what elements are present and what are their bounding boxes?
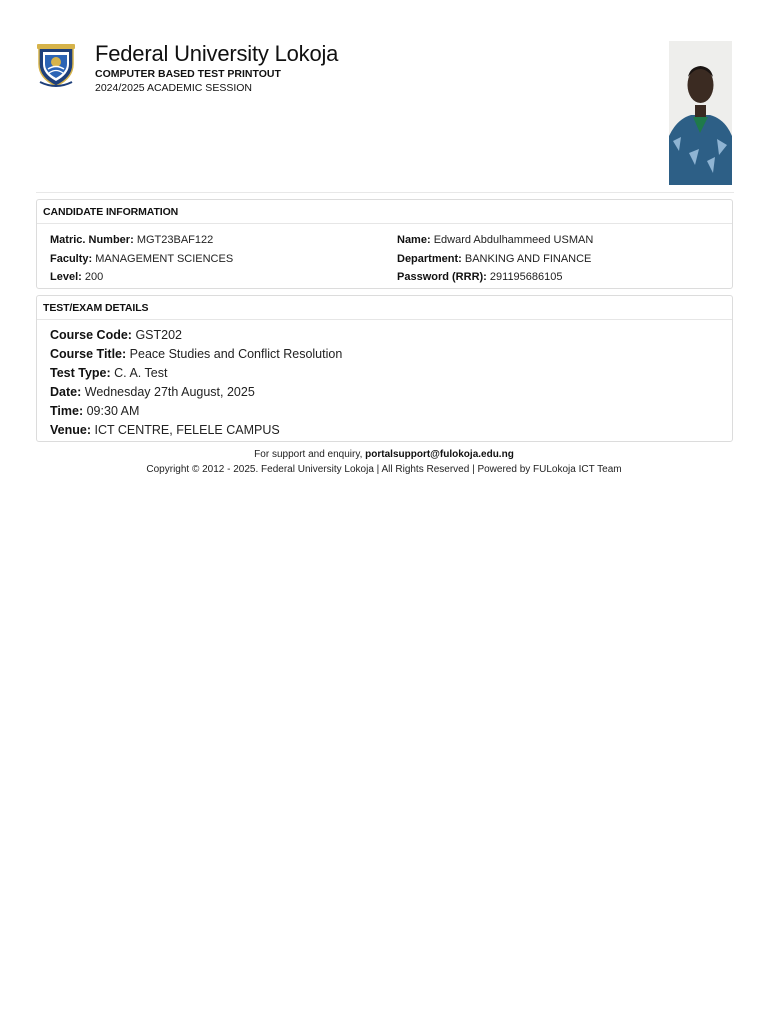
university-name: Federal University Lokoja xyxy=(95,41,339,66)
name-label: Name: xyxy=(397,234,431,246)
matric-number-value: MGT23BAF122 xyxy=(136,234,214,246)
test-type-row xyxy=(50,364,732,383)
course-title-label: Course Title: xyxy=(50,347,127,361)
course-code-row xyxy=(50,326,732,345)
candidate-passport-photo xyxy=(669,41,732,185)
password-row xyxy=(397,268,593,287)
support-line xyxy=(0,447,768,462)
support-text: For support and enquiry, xyxy=(254,449,366,460)
level-label: Level: xyxy=(50,271,82,283)
venue-row xyxy=(50,421,732,440)
time-value: 09:30 AM xyxy=(86,404,140,418)
academic-session: 2024/2025 ACADEMIC SESSION xyxy=(95,82,252,94)
level-value: 200 xyxy=(84,271,104,283)
password-value: 291195686105 xyxy=(489,271,563,283)
header-divider xyxy=(36,192,734,193)
course-title-value: Peace Studies and Conflict Resolution xyxy=(129,347,343,361)
date-row xyxy=(50,383,732,402)
page-footer xyxy=(0,447,768,477)
candidate-right-column xyxy=(397,231,593,287)
department-label: Department: xyxy=(397,252,462,265)
test-type-label: Test Type: xyxy=(50,366,111,380)
date-value: Wednesday 27th August, 2025 xyxy=(84,385,255,399)
department-value: BANKING AND FINANCE xyxy=(464,252,592,265)
date-label: Date: xyxy=(50,385,82,399)
course-code-value: GST202 xyxy=(135,328,182,342)
course-title-row xyxy=(50,345,732,364)
candidate-information-heading: CANDIDATE INFORMATION xyxy=(37,200,732,224)
time-label: Time: xyxy=(50,404,84,418)
document-subtitle: COMPUTER BASED TEST PRINTOUT xyxy=(95,68,281,80)
support-email: portalsupport@fulokoja.edu.ng xyxy=(365,449,514,460)
title-block xyxy=(95,41,338,95)
time-row xyxy=(50,402,732,421)
faculty-value: MANAGEMENT SCIENCES xyxy=(95,252,234,265)
copyright-line: Copyright © 2012 - 2025. Federal University Lokoja | All Rights Reserved | Powered by FULokoja ICT Team xyxy=(146,464,622,475)
level-row xyxy=(50,268,233,287)
department-row xyxy=(397,250,593,269)
faculty-row xyxy=(50,250,233,269)
course-code-label: Course Code: xyxy=(50,328,132,342)
name-row xyxy=(397,231,593,250)
password-label: Password (RRR): xyxy=(397,271,487,283)
matric-number-row xyxy=(50,231,233,250)
matric-number-label: Matric. Number: xyxy=(50,234,134,246)
venue-label: Venue: xyxy=(50,423,91,437)
document-header xyxy=(36,41,734,187)
candidate-information-panel xyxy=(36,199,733,289)
test-type-value: C. A. Test xyxy=(114,366,168,380)
name-value: Edward Abdulhammeed USMAN xyxy=(433,234,594,246)
university-crest-icon xyxy=(36,42,76,88)
candidate-left-column xyxy=(50,231,233,287)
faculty-label: Faculty: xyxy=(50,252,93,265)
test-exam-details-heading: TEST/EXAM DETAILS xyxy=(37,296,732,320)
venue-value: ICT CENTRE, FELELE CAMPUS xyxy=(94,423,280,437)
test-exam-details-panel xyxy=(36,295,733,442)
